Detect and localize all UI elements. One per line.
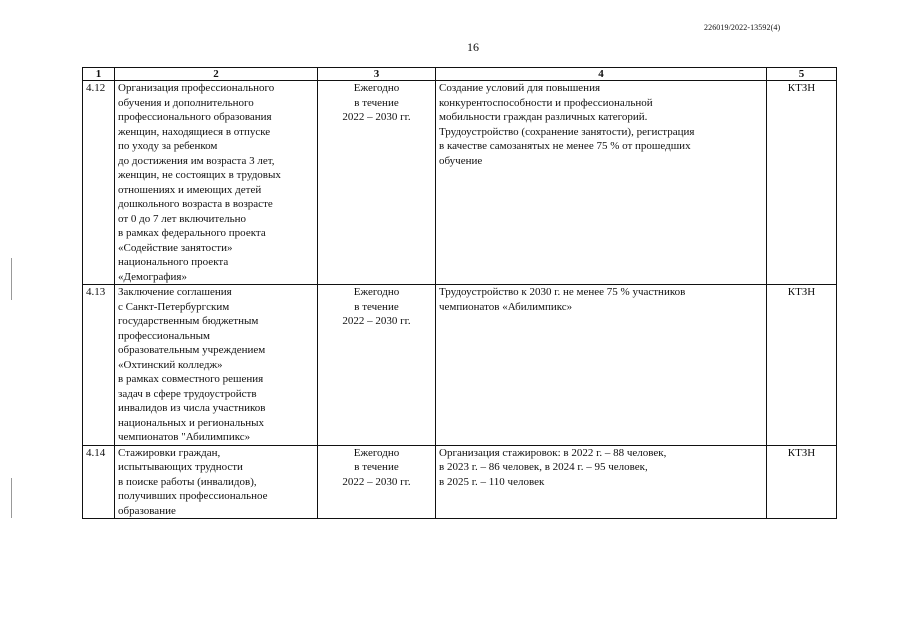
- result-cell-line: Создание условий для повышения: [439, 82, 601, 94]
- table-row: [83, 285, 837, 446]
- activity-cell-line: задач в сфере трудоустройств: [118, 387, 257, 400]
- result-cell-line: Трудоустройство к 2030 г. не менее 75 % участников: [439, 286, 686, 298]
- period-cell-line: 2022 – 2030 гг.: [342, 475, 411, 488]
- activity-cell-line: «Содействие занятости»: [118, 241, 233, 254]
- activity-cell-line: профессиональным: [118, 329, 210, 342]
- activity-cell-line: образовательным учреждением: [118, 344, 266, 356]
- activity-cell-line: Стажировки граждан,: [118, 446, 221, 459]
- result-cell: [436, 445, 767, 519]
- margin-mark: [11, 258, 12, 300]
- column-header: 5: [767, 68, 837, 81]
- activity-cell: [115, 81, 318, 285]
- period-cell-line: в течение: [354, 461, 399, 473]
- executor-cell: КТЗН: [767, 81, 837, 285]
- result-cell: [436, 81, 767, 285]
- activity-cell-line: по уходу за ребенком: [118, 140, 218, 152]
- activity-cell-line: до достижения им возраста 3 лет,: [118, 154, 275, 167]
- activity-cell: [115, 285, 318, 446]
- activity-cell: [115, 445, 318, 519]
- result-cell-line: конкурентоспособности и профессиональной: [439, 96, 653, 109]
- row-number: 4.12: [83, 81, 115, 285]
- activity-cell-line: получивших профессиональное: [118, 490, 268, 502]
- table-row: [83, 445, 837, 519]
- activity-cell-line: обучения и дополнительного: [118, 96, 254, 109]
- activity-cell-line: в поиске работы (инвалидов),: [118, 475, 257, 488]
- activity-cell-line: национальных и региональных: [118, 416, 265, 429]
- result-cell-line: мобильности граждан различных категорий.: [439, 111, 648, 123]
- activity-cell-line: образование: [118, 504, 176, 517]
- result-cell-line: в 2023 г. – 86 человек, в 2024 г. – 95 человек,: [439, 461, 648, 473]
- result-cell-line: Трудоустройство (сохранение занятости), регистрация: [439, 125, 695, 138]
- activity-cell-line: «Демография»: [118, 270, 187, 283]
- page-number: 16: [467, 40, 479, 54]
- activity-cell-line: с Санкт-Петербургским: [118, 300, 230, 313]
- table-header-row: [83, 68, 837, 81]
- period-cell-line: 2022 – 2030 гг.: [342, 111, 411, 123]
- period-cell: [318, 81, 436, 285]
- activity-cell-line: от 0 до 7 лет включительно: [118, 212, 247, 225]
- period-cell-line: Ежегодно: [353, 286, 400, 298]
- activity-cell-line: дошкольного возраста в возрасте: [118, 198, 273, 210]
- result-cell-line: в 2025 г. – 110 человек: [439, 475, 545, 488]
- column-header: 3: [318, 68, 436, 81]
- result-cell: [436, 285, 767, 446]
- period-cell-line: Ежегодно: [353, 82, 400, 94]
- activity-cell-line: женщин, находящиеся в отпуске: [118, 125, 271, 138]
- activity-cell-line: Заключение соглашения: [118, 286, 232, 298]
- activity-cell-line: в рамках федерального проекта: [118, 227, 266, 239]
- activity-cell-line: «Охтинский колледж»: [118, 358, 223, 371]
- column-header: 4: [436, 68, 767, 81]
- row-number: 4.14: [83, 445, 115, 519]
- executor-cell: КТЗН: [767, 285, 837, 446]
- result-cell-line: в качестве самозанятых не менее 75 % от прошедших: [439, 140, 691, 152]
- table-row: [83, 81, 837, 285]
- document-number: 226019/2022-13592(4): [704, 23, 781, 32]
- period-cell-line: Ежегодно: [353, 446, 400, 459]
- result-cell-line: обучение: [439, 154, 483, 167]
- column-header: 1: [83, 68, 115, 81]
- activity-cell-line: национального проекта: [118, 256, 229, 268]
- column-header: 2: [115, 68, 318, 81]
- activity-cell-line: в рамках совместного решения: [118, 373, 264, 385]
- activity-cell-line: отношениях и имеющих детей: [118, 183, 262, 196]
- activity-cell-line: чемпионатов "Абилимпикс»: [118, 431, 251, 443]
- result-cell-line: Организация стажировок: в 2022 г. – 88 человек,: [439, 446, 667, 459]
- activity-cell-line: женщин, не состоящих в трудовых: [118, 169, 281, 181]
- plan-table: [82, 67, 837, 519]
- period-cell-line: в течение: [354, 96, 399, 109]
- activity-cell-line: инвалидов из числа участников: [118, 402, 266, 414]
- period-cell: [318, 445, 436, 519]
- period-cell-line: 2022 – 2030 гг.: [342, 315, 411, 327]
- executor-cell: КТЗН: [767, 445, 837, 519]
- period-cell: [318, 285, 436, 446]
- activity-cell-line: государственным бюджетным: [118, 315, 259, 327]
- period-cell-line: в течение: [354, 300, 399, 313]
- activity-cell-line: Организация профессионального: [118, 82, 275, 94]
- row-number: 4.13: [83, 285, 115, 446]
- activity-cell-line: профессионального образования: [118, 111, 272, 123]
- result-cell-line: чемпионатов «Абилимпикс»: [439, 300, 573, 313]
- margin-mark: [11, 478, 12, 518]
- activity-cell-line: испытывающих трудности: [118, 461, 243, 473]
